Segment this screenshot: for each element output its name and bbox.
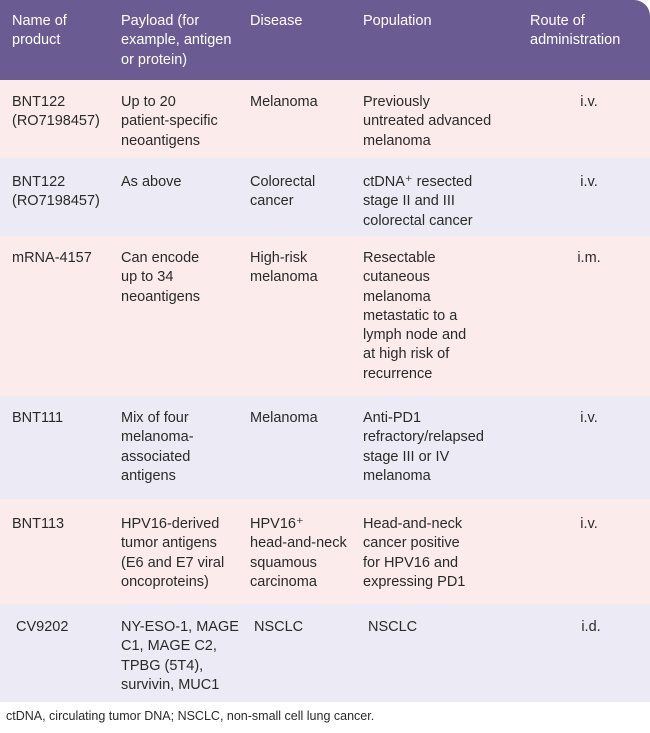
table-row <box>0 80 650 159</box>
cell-name: mRNA-4157 <box>12 250 92 266</box>
cell-population: Resectable cutaneous melanoma metastatic to a lymph node and at high risk of recurrence <box>363 250 467 382</box>
cell-population: ctDNA⁺ resected stage II and III colorectal cancer <box>363 174 473 229</box>
cell-name: BNT122 (RO7198457) <box>12 174 100 210</box>
cell-population: NSCLC <box>368 619 418 635</box>
cell-route: i.v. <box>580 516 598 532</box>
cell-payload: HPV16-derived tumor antigens (E6 and E7 viral oncoproteins) <box>121 516 225 590</box>
cell-route: i.v. <box>580 94 598 110</box>
table-row <box>0 396 650 500</box>
cell-disease: Colorectal cancer <box>250 174 316 210</box>
cell-disease: NSCLC <box>254 619 304 635</box>
cell-payload: Up to 20 patient-specific neoantigens <box>121 94 218 149</box>
cell-route: i.m. <box>577 250 601 266</box>
header-population: Population <box>363 13 432 29</box>
header-name: Name of product <box>12 13 67 49</box>
header-payload: Payload (for example, antigen or protein) <box>121 13 232 68</box>
cell-disease: HPV16⁺ head-and-neck squamous carcinoma <box>250 516 347 590</box>
cell-payload: NY-ESO-1, MAGE C1, MAGE C2, TPBG (5T4), survivin, MUC1 <box>121 619 239 693</box>
table-row <box>0 604 650 703</box>
cell-route: i.v. <box>580 174 598 190</box>
cell-disease: High-risk melanoma <box>250 250 318 286</box>
table-row <box>0 499 650 605</box>
cell-population: Head-and-neck cancer positive for HPV16 and expressing PD1 <box>363 516 466 590</box>
cell-name: BNT113 <box>12 516 65 532</box>
cell-name: BNT122 (RO7198457) <box>12 94 100 130</box>
table-header <box>0 0 650 80</box>
table-footnote: ctDNA, circulating tumor DNA; NSCLC, non-small cell lung cancer. <box>6 709 375 723</box>
table-row <box>0 236 650 397</box>
cell-route: i.d. <box>581 619 601 635</box>
header-route: Route of administration <box>530 13 621 49</box>
table-row <box>0 158 650 237</box>
cell-population: Anti-PD1 refractory/relapsed stage III or IV melanoma <box>363 410 484 484</box>
cell-name: BNT111 <box>12 410 64 426</box>
cell-payload: Mix of four melanoma- associated antigens <box>121 410 194 484</box>
cell-disease: Melanoma <box>250 94 318 110</box>
cell-name: CV9202 <box>16 619 69 635</box>
cell-disease: Melanoma <box>250 410 318 426</box>
cell-population: Previously untreated advanced melanoma <box>363 94 492 149</box>
cell-payload: Can encode up to 34 neoantigens <box>121 250 201 305</box>
header-disease: Disease <box>250 13 303 29</box>
cell-payload: As above <box>121 174 182 190</box>
cell-route: i.v. <box>580 410 598 426</box>
